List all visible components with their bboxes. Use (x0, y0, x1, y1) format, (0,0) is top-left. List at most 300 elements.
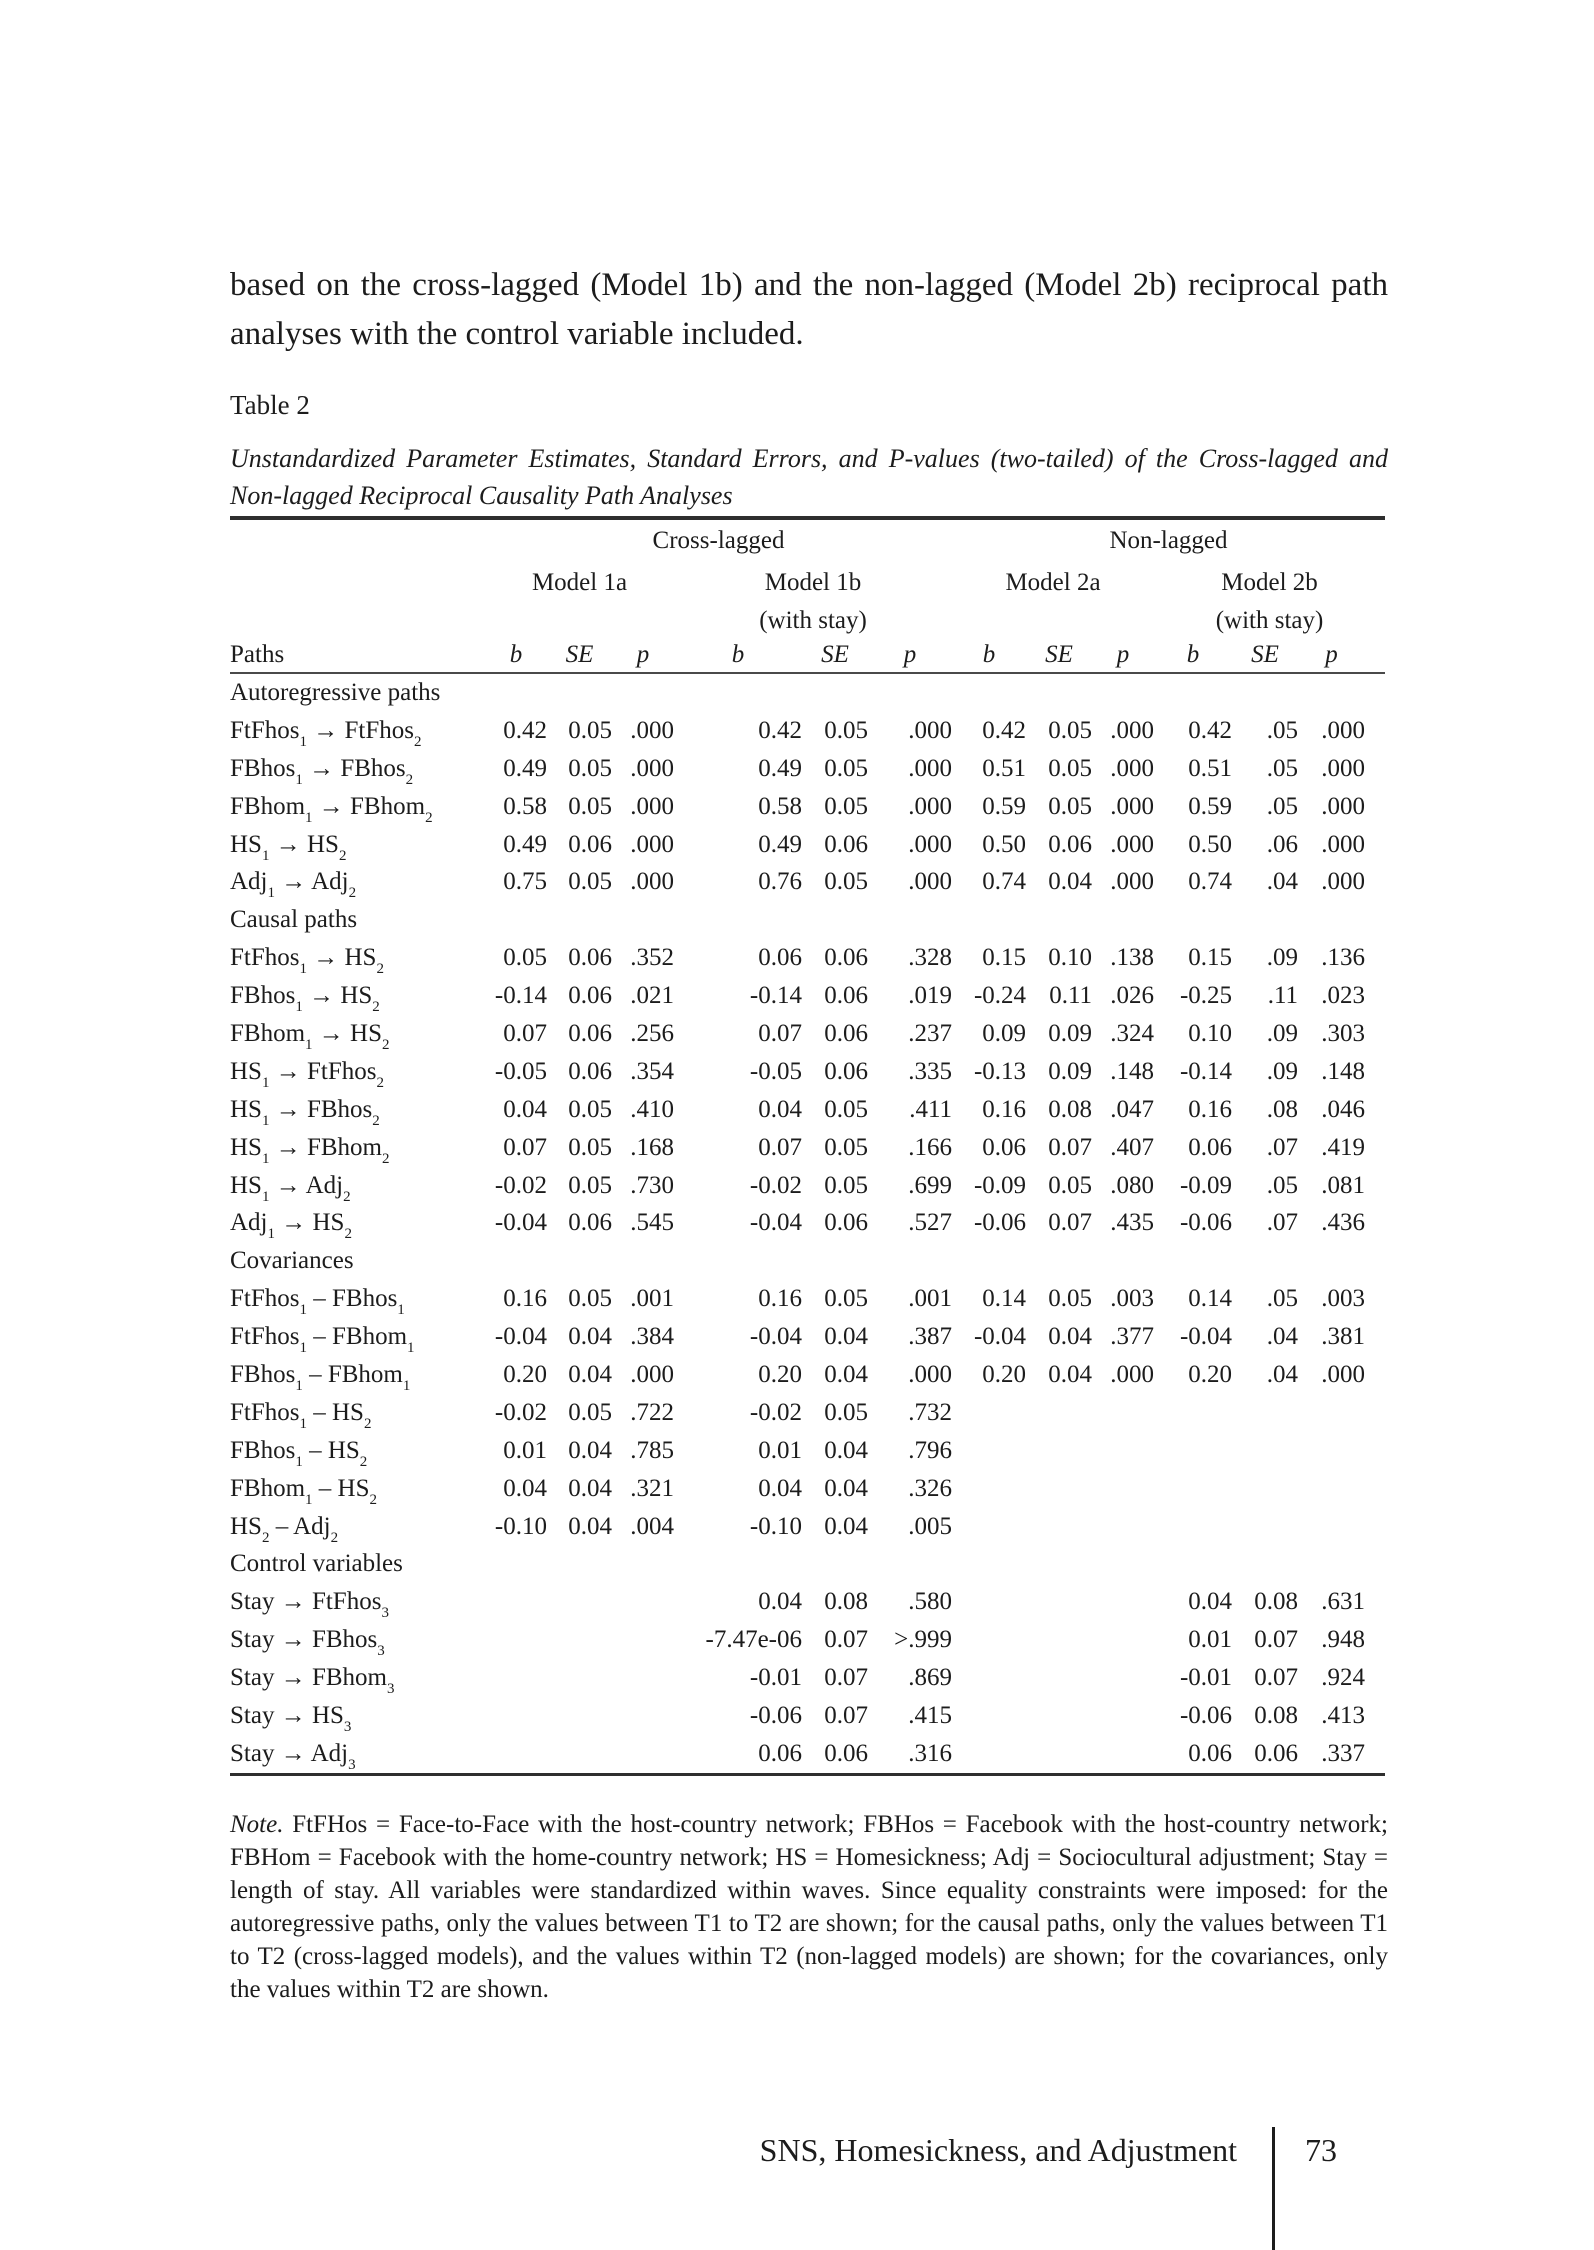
p-value (1298, 1432, 1385, 1470)
b-value (485, 1621, 547, 1659)
se-value: 0.06 (568, 944, 612, 972)
p-value: .005 (908, 1512, 953, 1540)
b-value: 0.07 (503, 1133, 547, 1161)
p-value: .046 (1321, 1095, 1366, 1123)
se-value: 0.06 (1254, 1739, 1299, 1767)
p-value: .924 (1321, 1664, 1366, 1692)
p-value: .000 (1321, 1360, 1366, 1388)
p-value: .237 (908, 1019, 953, 1047)
p-header: p (636, 641, 650, 668)
se-value: 0.05 (1048, 792, 1093, 820)
p-value: .381 (1321, 1323, 1366, 1351)
table-row (230, 1394, 1385, 1432)
b-value (1154, 1470, 1232, 1508)
p-value: .000 (1110, 792, 1155, 820)
b-value (952, 1659, 1026, 1697)
group-header-row (230, 518, 1385, 562)
path-label: FtFhos$_1$ – FBhom$_1$ (230, 1323, 415, 1357)
b-value: 0.10 (1188, 1019, 1233, 1047)
p-value: .004 (630, 1512, 674, 1540)
se-value: 0.07 (1254, 1664, 1299, 1692)
se-value (1026, 1432, 1092, 1470)
empty-cell (485, 604, 674, 638)
path-label: $HS_1$ → FBhom$_2$ (230, 1133, 390, 1167)
p-value: .326 (908, 1474, 953, 1502)
se-value: 0.04 (824, 1360, 868, 1388)
b-value (952, 1583, 1026, 1621)
table-number-label: Table 2 (230, 390, 310, 420)
p-value: .732 (908, 1398, 953, 1426)
table-row (230, 1356, 1385, 1394)
se-value: .11 (1267, 982, 1299, 1010)
se-value: 0.06 (824, 830, 868, 858)
b-value: 0.06 (758, 1739, 802, 1767)
empty-cell (952, 604, 1154, 638)
se-value: 0.06 (824, 1209, 868, 1237)
se-value: 0.04 (824, 1323, 868, 1351)
se-header: SE (1045, 641, 1073, 668)
se-value: 0.04 (568, 1512, 612, 1540)
p-value: .000 (1110, 868, 1155, 896)
empty-cell (230, 604, 485, 638)
b-value: 0.07 (758, 1133, 802, 1161)
p-value (612, 1621, 674, 1659)
p-value (1092, 1697, 1154, 1735)
b-value: 0.07 (758, 1019, 802, 1047)
group-header-non-lagged: Non-lagged (1109, 527, 1228, 554)
b-value: -7.47e-06 (705, 1626, 802, 1654)
table-row (230, 1015, 1385, 1053)
path-label: $HS_1$ → FBhos$_2$ (230, 1095, 380, 1129)
se-value (1232, 1508, 1298, 1546)
p-value: .000 (630, 830, 674, 858)
p-value: .377 (1110, 1323, 1155, 1351)
p-value (1092, 1508, 1154, 1546)
b-value: -0.04 (749, 1209, 802, 1237)
b-value: 0.07 (503, 1019, 547, 1047)
b-value: -0.14 (1179, 1057, 1233, 1085)
b-value: 0.01 (503, 1436, 547, 1464)
b-value: 0.42 (758, 716, 802, 744)
table-caption: Unstandardized Parameter Estimates, Standard Errors, and P-values (two-tailed) of the Cross-lagged and Non-lagged Reciprocal Causality Path Analyses (230, 444, 1388, 510)
se-value: 0.05 (568, 716, 612, 744)
table-row (230, 1167, 1385, 1205)
b-value: 0.06 (1188, 1739, 1233, 1767)
path-label: Stay → $HS_3$ (230, 1701, 352, 1735)
b-value: -0.04 (1179, 1323, 1233, 1351)
b-value: -0.06 (1179, 1701, 1233, 1729)
p-value: .000 (1110, 830, 1155, 858)
stat-header-row (230, 638, 1385, 673)
footer-divider-bar (1272, 2127, 1275, 2250)
p-value (1092, 1583, 1154, 1621)
p-header: p (1116, 641, 1130, 668)
p-value (1092, 1394, 1154, 1432)
p-value: .948 (1321, 1626, 1366, 1654)
path-label: FBhos$_1$ – FBhom$_1$ (230, 1360, 411, 1394)
p-value (612, 1659, 674, 1697)
p-value: .436 (1321, 1209, 1366, 1237)
p-value: .000 (1110, 716, 1155, 744)
se-value: 0.05 (568, 754, 612, 782)
b-value: 0.58 (503, 792, 547, 820)
b-value: -0.04 (749, 1323, 802, 1351)
table-note (230, 1808, 1388, 2006)
se-value (547, 1659, 612, 1697)
p-value (1298, 1394, 1385, 1432)
p-value: .026 (1110, 982, 1155, 1010)
path-label: FBhos$_1$ – $HS_2$ (230, 1436, 368, 1470)
b-value (952, 1432, 1026, 1470)
p-value: .256 (630, 1019, 674, 1047)
b-value: -0.25 (1179, 982, 1233, 1010)
b-value: 0.16 (503, 1285, 547, 1313)
results-table (230, 516, 1385, 1776)
b-value (485, 1659, 547, 1697)
se-value: 0.07 (824, 1664, 868, 1692)
p-value: .387 (908, 1323, 953, 1351)
se-value: .04 (1266, 1360, 1299, 1388)
p-value: .435 (1110, 1209, 1155, 1237)
p-value: .148 (1110, 1057, 1155, 1085)
se-value: 0.05 (568, 868, 612, 896)
p-value: .000 (630, 868, 674, 896)
b-header: b (731, 641, 745, 668)
se-value: 0.06 (568, 1057, 612, 1085)
se-value: 0.06 (824, 982, 868, 1010)
p-value: .337 (1321, 1739, 1366, 1767)
p-value: .003 (1110, 1285, 1155, 1313)
se-value: 0.04 (568, 1436, 612, 1464)
path-label: Stay → FtFhos$_3$ (230, 1588, 389, 1622)
b-value: 0.51 (1188, 754, 1233, 782)
p-value: .019 (908, 982, 953, 1010)
b-value: 0.49 (758, 830, 802, 858)
p-value: .021 (630, 982, 674, 1010)
b-value (952, 1697, 1026, 1735)
p-value: .303 (1321, 1019, 1366, 1047)
table-row (230, 750, 1385, 788)
b-value: 0.59 (1188, 792, 1233, 820)
p-value: .136 (1321, 944, 1366, 972)
p-value: .000 (908, 716, 953, 744)
se-value: 0.05 (568, 1285, 612, 1313)
se-value (1026, 1508, 1092, 1546)
p-value: .000 (630, 716, 674, 744)
se-header: SE (1251, 641, 1279, 668)
table-row (230, 826, 1385, 864)
table-row (230, 939, 1385, 977)
b-value: 0.01 (758, 1436, 802, 1464)
p-value: .081 (1321, 1171, 1366, 1199)
b-value: -0.13 (973, 1057, 1027, 1085)
b-header: b (509, 641, 523, 668)
se-value: 0.10 (1048, 944, 1093, 972)
b-value: 0.05 (503, 944, 547, 972)
se-value: 0.07 (1254, 1626, 1299, 1654)
section-header-row (230, 1242, 1385, 1280)
path-label: FBhom$_1$ → FBhom$_2$ (230, 792, 433, 826)
table-row (230, 1508, 1385, 1546)
b-value: 0.20 (1188, 1360, 1233, 1388)
path-label: $HS_1 \to Adj_2$ (230, 1171, 351, 1205)
b-value: 0.49 (503, 830, 547, 858)
p-value: .631 (1321, 1588, 1366, 1616)
model-header-2b: Model 2b (1221, 569, 1318, 596)
b-value: -0.10 (749, 1512, 802, 1540)
p-value: .000 (1321, 792, 1366, 820)
p-header: p (903, 641, 917, 668)
se-value: .09 (1266, 1057, 1299, 1085)
p-value: >.999 (894, 1626, 953, 1654)
path-label: $Adj_1 \to HS_2$ (230, 1209, 352, 1243)
se-value: 0.05 (824, 754, 868, 782)
path-label: Stay → Adj$_3$ (230, 1739, 356, 1773)
p-value: .023 (1321, 982, 1366, 1010)
b-value (485, 1735, 547, 1774)
b-value (1154, 1508, 1232, 1546)
path-label: FtFhos$_1$ → FtFhos$_2$ (230, 716, 422, 750)
se-value: 0.06 (1048, 830, 1093, 858)
p-value: .796 (908, 1436, 953, 1464)
path-label: FBhos$_1$ → FBhos$_2$ (230, 754, 414, 788)
path-label: FBhos$_1$ → $HS_2$ (230, 982, 380, 1016)
path-label: $HS_1$ → FtFhos$_2$ (230, 1057, 384, 1091)
se-value: 0.05 (824, 1398, 868, 1426)
se-value: 0.05 (824, 1171, 868, 1199)
p-value: .580 (908, 1588, 953, 1616)
se-value: .04 (1266, 868, 1299, 896)
path-label: Stay → FBhom$_3$ (230, 1664, 395, 1698)
se-value: 0.05 (824, 792, 868, 820)
b-value: -0.05 (749, 1057, 802, 1085)
se-value (1026, 1735, 1092, 1774)
path-label: Adj$_1$ → Adj$_2$ (230, 868, 357, 902)
se-value: .05 (1266, 1171, 1299, 1199)
se-value: 0.06 (568, 1209, 612, 1237)
path-label: FBhom$_1$ – $HS_2$ (230, 1474, 377, 1508)
se-value (1026, 1394, 1092, 1432)
table-row (230, 1621, 1385, 1659)
se-value (547, 1697, 612, 1735)
se-value: 0.04 (1048, 1360, 1093, 1388)
se-value: 0.08 (1048, 1095, 1093, 1123)
se-value (1232, 1432, 1298, 1470)
p-value: .324 (1110, 1019, 1155, 1047)
b-value (952, 1621, 1026, 1659)
se-value: 0.05 (824, 1285, 868, 1313)
p-value (1092, 1735, 1154, 1774)
p-value: .410 (630, 1095, 674, 1123)
b-value: 0.04 (503, 1474, 547, 1502)
p-value: .527 (908, 1209, 953, 1237)
se-value (1026, 1470, 1092, 1508)
se-value: 0.05 (824, 716, 868, 744)
se-value: 0.09 (1048, 1057, 1093, 1085)
path-label: $HS_2 - Adj_2$ (230, 1512, 339, 1546)
p-value: .411 (909, 1095, 953, 1123)
b-value: -0.14 (494, 982, 547, 1010)
note-prefix: Note. (230, 1811, 284, 1838)
p-value: .000 (1110, 754, 1155, 782)
p-value: .730 (630, 1171, 674, 1199)
b-value: 0.04 (503, 1095, 547, 1123)
table-row (230, 712, 1385, 750)
se-value (547, 1621, 612, 1659)
model-header-2a: Model 2a (1005, 569, 1101, 596)
path-label: $HS_1 \to HS_2$ (230, 830, 347, 864)
p-value: .000 (1110, 1360, 1155, 1388)
b-value: 0.58 (758, 792, 802, 820)
se-value: .06 (1266, 830, 1299, 858)
se-value: 0.06 (824, 1019, 868, 1047)
group-header-cross-lagged: Cross-lagged (652, 527, 785, 554)
b-value: -0.01 (1179, 1664, 1233, 1692)
se-value (1026, 1697, 1092, 1735)
p-value: .148 (1321, 1057, 1366, 1085)
model-header-1a: Model 1a (531, 569, 628, 596)
p-value: .869 (908, 1664, 953, 1692)
p-value: .000 (1321, 868, 1366, 896)
b-value (1154, 1432, 1232, 1470)
page-number: 73 (1305, 2132, 1337, 2168)
b-value: -0.05 (494, 1057, 547, 1085)
table-row (230, 1280, 1385, 1318)
b-value: 0.06 (1188, 1133, 1233, 1161)
p-value: .415 (908, 1701, 953, 1729)
se-value: 0.04 (1048, 1323, 1093, 1351)
se-value (1026, 1659, 1092, 1697)
se-value: 0.05 (1048, 1285, 1093, 1313)
p-value: .000 (1321, 716, 1366, 744)
p-value: .003 (1321, 1285, 1366, 1313)
se-value: 0.05 (1048, 754, 1093, 782)
table-row (230, 1204, 1385, 1242)
b-value: -0.09 (973, 1171, 1027, 1199)
b-value: 0.16 (1188, 1095, 1233, 1123)
se-value: .09 (1266, 1019, 1299, 1047)
path-label: FtFhos$_1$ → $HS_2$ (230, 944, 384, 978)
se-value: 0.05 (568, 1133, 612, 1161)
b-value (952, 1394, 1026, 1432)
b-value: 0.04 (758, 1095, 802, 1123)
p-value: .384 (630, 1323, 674, 1351)
se-value: .05 (1266, 1285, 1299, 1313)
b-value: 0.50 (982, 830, 1027, 858)
p-value: .001 (630, 1285, 674, 1313)
b-value: 0.20 (758, 1360, 802, 1388)
b-value: -0.06 (973, 1209, 1027, 1237)
section-title: Control variables (230, 1550, 403, 1578)
section-title: Autoregressive paths (230, 678, 441, 706)
se-header: SE (821, 641, 849, 668)
se-value: 0.06 (824, 1739, 868, 1767)
b-value: 0.49 (503, 754, 547, 782)
b-value: -0.04 (973, 1323, 1027, 1351)
running-head: SNS, Homesickness, and Adjustment (759, 2132, 1237, 2168)
b-header: b (982, 641, 996, 668)
b-value: 0.76 (758, 868, 802, 896)
se-value: .07 (1266, 1133, 1299, 1161)
table-body (230, 673, 1385, 1774)
b-value: 0.42 (503, 716, 547, 744)
p-value: .316 (908, 1739, 953, 1767)
se-value (1026, 1583, 1092, 1621)
b-value: 0.75 (503, 868, 547, 896)
p-value: .000 (1321, 754, 1366, 782)
b-value: -0.06 (1179, 1209, 1233, 1237)
p-value (1092, 1621, 1154, 1659)
p-value: .722 (630, 1398, 674, 1426)
se-value: .05 (1266, 792, 1299, 820)
table-row (230, 1697, 1385, 1735)
p-value: .321 (630, 1474, 674, 1502)
se-value: .05 (1266, 716, 1299, 744)
se-value: 0.06 (568, 1019, 612, 1047)
b-value (952, 1508, 1026, 1546)
p-header: p (1325, 641, 1338, 668)
se-value: 0.05 (568, 1398, 612, 1426)
b-value (485, 1583, 547, 1621)
table-row (230, 788, 1385, 826)
b-value: 0.50 (1188, 830, 1233, 858)
p-value: .545 (630, 1209, 674, 1237)
b-value: 0.74 (982, 868, 1027, 896)
se-value: 0.07 (824, 1626, 868, 1654)
b-value: 0.74 (1188, 868, 1233, 896)
b-value: 0.42 (1188, 716, 1233, 744)
b-value: 0.16 (758, 1285, 802, 1313)
b-value: -0.02 (494, 1171, 547, 1199)
b-value: -0.02 (749, 1398, 802, 1426)
se-value: 0.07 (1048, 1133, 1093, 1161)
se-value: .08 (1266, 1095, 1299, 1123)
p-value: .000 (630, 1360, 674, 1388)
b-value: -0.10 (494, 1512, 547, 1540)
b-value: -0.24 (973, 982, 1027, 1010)
section-header-row (230, 1545, 1385, 1583)
p-value (1298, 1508, 1385, 1546)
b-value (1154, 1394, 1232, 1432)
se-value: 0.08 (1254, 1701, 1299, 1729)
table-row (230, 1432, 1385, 1470)
path-label: FBhom$_1$ → $HS_2$ (230, 1019, 390, 1053)
p-value: .000 (908, 868, 953, 896)
se-value: 0.06 (824, 1057, 868, 1085)
p-value: .354 (630, 1057, 674, 1085)
se-value: 0.05 (824, 1133, 868, 1161)
p-value (612, 1583, 674, 1621)
model-header-row (230, 562, 1385, 604)
p-value (612, 1697, 674, 1735)
se-value: 0.11 (1049, 982, 1093, 1010)
b-value (485, 1697, 547, 1735)
table-row (230, 1735, 1385, 1774)
se-value: .04 (1266, 1323, 1299, 1351)
se-value: .09 (1266, 944, 1299, 972)
se-value: 0.05 (568, 1171, 612, 1199)
b-value: -0.09 (1179, 1171, 1233, 1199)
section-title: Covariances (230, 1247, 354, 1275)
b-value: -0.06 (749, 1701, 802, 1729)
p-value: .000 (908, 1360, 953, 1388)
p-value (1092, 1432, 1154, 1470)
empty-cell (230, 562, 485, 604)
table-row (230, 1129, 1385, 1167)
se-value: 0.07 (824, 1701, 868, 1729)
b-value (952, 1735, 1026, 1774)
p-value: .000 (630, 754, 674, 782)
